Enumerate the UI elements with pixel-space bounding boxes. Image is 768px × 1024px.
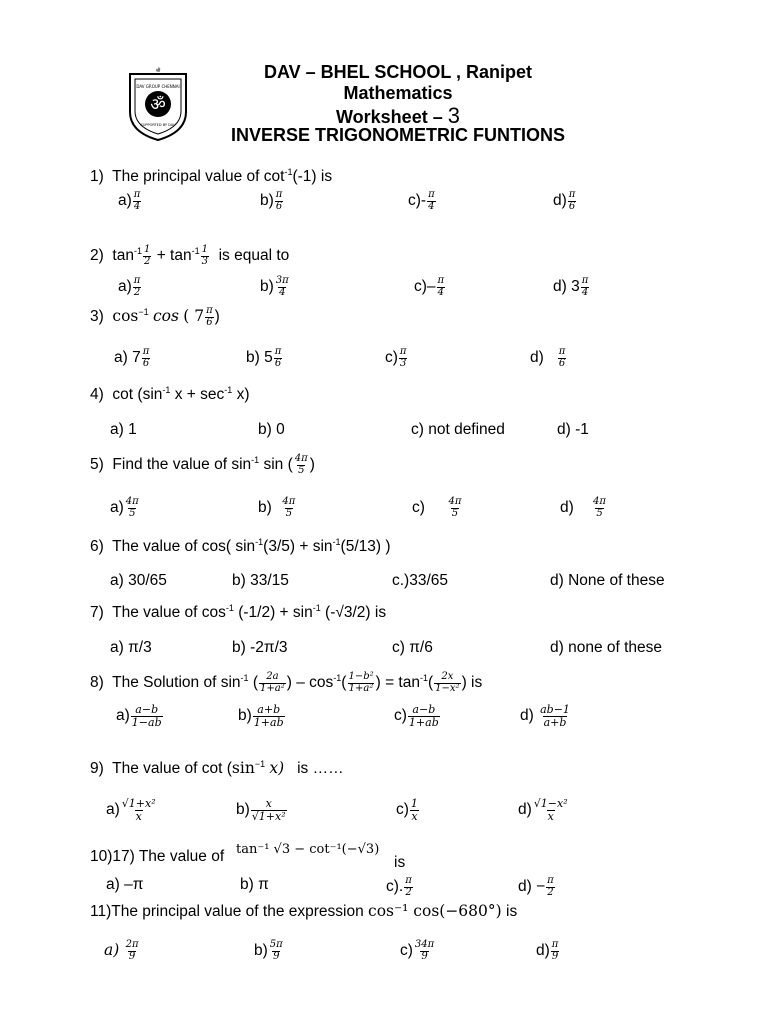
- q6-option-c: c.)33/65: [392, 572, 449, 589]
- q11-stem: 11)The principal value of the expression: [90, 903, 364, 920]
- q3-a-den: 6: [142, 357, 150, 369]
- q7-s3: (-√3/2) is: [325, 604, 387, 621]
- q8-a-den: 1−ab: [131, 715, 162, 729]
- q8-b-num: a+b: [257, 703, 281, 716]
- q2-c-label: c)–: [414, 278, 436, 296]
- q5-d-den: 5: [596, 507, 603, 519]
- q2-b-label: b): [260, 278, 274, 296]
- q5-d-label: d): [560, 499, 574, 517]
- q8-f1-num: 2a: [266, 671, 279, 682]
- q7-option-b: b) -2π/3: [232, 639, 288, 656]
- q1-d-den: 6: [568, 200, 576, 212]
- q1-option-c: [408, 190, 437, 212]
- q5-c-den: 5: [451, 507, 459, 519]
- q10-d-label: d) −: [518, 878, 546, 896]
- q5-frac-den: 5: [298, 464, 305, 476]
- q11-expression: cos⁻¹ cos(−680°): [368, 902, 502, 920]
- q5-option-a: [110, 497, 141, 519]
- q5-a-den: 5: [129, 507, 136, 519]
- q6-s3: (5/13) ): [340, 538, 391, 555]
- q3-d-label: d): [530, 349, 544, 367]
- q8-f2-den: 1+a²: [348, 682, 374, 694]
- q8-a-label: a): [116, 707, 130, 725]
- q5-close: ): [309, 456, 315, 474]
- q4-option-c: c) not defined: [411, 421, 505, 438]
- q5-option-c: [412, 497, 463, 519]
- q11-option-d: [536, 940, 560, 962]
- q2-a-label: a): [118, 278, 132, 296]
- q6-option-d: d) None of these: [550, 572, 665, 589]
- q2-d-label: d) 3: [553, 278, 580, 296]
- q3-b-label: b) 5: [246, 349, 273, 367]
- q2-a-den: 2: [133, 286, 141, 298]
- logo-ring-text: DAV GROUP CHENNAI: [136, 84, 180, 89]
- q5-a-label: a): [110, 499, 124, 517]
- q5-frac-num: 4π: [294, 453, 308, 464]
- question-8: 8) The Solution of $\sin^{-1}$ ( $\frac{2a}{\text{1+a²}}$ ) – $\cos^{-1}$( $\frac{\text{1−b²}}{\text{1+a²}}$ ) = $\tan^{-1}$( $\frac{2x}{\text{1−x²}}$ ) is: [90, 671, 483, 694]
- q4-number: 4): [90, 386, 104, 403]
- q6-s2: (3/5) + sin: [263, 538, 333, 555]
- q1-b-label: b): [260, 192, 274, 210]
- q7-option-a: a) π/3: [110, 639, 152, 656]
- logo-top-text: श्री: [155, 68, 161, 74]
- q5-sup: -1: [251, 455, 260, 466]
- q4-option-a: a) 1: [110, 421, 137, 438]
- q2-tan1: tan: [112, 247, 134, 265]
- q10-option-d: [518, 876, 556, 898]
- subject-title: Mathematics: [343, 83, 453, 103]
- q9-c-label: c): [396, 801, 409, 819]
- q1-option-a: [118, 190, 142, 212]
- q3-open: ( 7: [183, 307, 205, 326]
- question-9: [90, 759, 344, 778]
- q1-d-num: π: [568, 189, 576, 200]
- q11-b-den: 9: [273, 950, 280, 962]
- q11-a-den: 9: [128, 950, 136, 962]
- q4-s2: x + sec: [174, 386, 225, 403]
- q9-b-num: x: [265, 797, 272, 810]
- q2-d-num: π: [581, 275, 589, 286]
- question-7: [90, 603, 386, 622]
- q2-c-num: π: [437, 275, 445, 286]
- q1-option-d: [553, 190, 577, 212]
- q1-b-num: π: [275, 189, 283, 200]
- q7-s2: (-1/2) + sin: [238, 604, 313, 621]
- q11-d-den: 9: [551, 950, 559, 962]
- q7-sup2: -1: [312, 603, 321, 613]
- q11-a-num: 2π: [125, 939, 139, 950]
- q1-option-b: [260, 190, 284, 212]
- q10-c-label: c).: [386, 878, 404, 896]
- q7-option-c: c) π/6: [392, 639, 433, 656]
- q8-option-a: [116, 704, 164, 728]
- q6-option-a: a) 30/65: [110, 572, 167, 589]
- q9-sup: −1: [254, 759, 266, 769]
- q1-sup: -1: [284, 167, 293, 177]
- q6-number: 6): [90, 538, 104, 555]
- q2-a-num: π: [133, 275, 141, 286]
- q1-tail: (-1) is: [292, 168, 333, 185]
- q8-f1-den: 1+a²: [260, 682, 285, 694]
- q3-cos: cos: [112, 307, 139, 326]
- worksheet-label: Worksheet –: [336, 107, 443, 127]
- q5-b-num: 4π: [282, 496, 296, 507]
- q9-x: x): [269, 759, 285, 777]
- q3-c-den: 3: [400, 357, 407, 369]
- question-3: [90, 306, 220, 328]
- q11-d-label: d): [536, 942, 550, 960]
- school-name: DAV – BHEL SCHOOL , Ranipet: [263, 62, 533, 82]
- q5-d-num: 4π: [593, 496, 606, 507]
- q3-b-num: π: [274, 346, 282, 357]
- q5-stem: Find the value of sin: [112, 456, 252, 474]
- q2-half-den: 2: [144, 255, 151, 267]
- q7-sup1: -1: [225, 603, 234, 613]
- q8-option-c: [394, 704, 441, 728]
- q9-a-num: √1+x²: [121, 797, 156, 810]
- q10-tail: is: [394, 854, 406, 871]
- q8-b-label: b): [238, 707, 252, 725]
- question-2: [90, 245, 289, 267]
- q8-f3-num: 2x: [441, 671, 454, 682]
- q9-a-label: a): [106, 801, 120, 819]
- q8-s2: – cos: [296, 674, 334, 692]
- q1-stem: The principal value of cot: [112, 168, 285, 185]
- q8-d-den: a+b: [543, 715, 567, 729]
- q10-option-a: a) –π: [106, 876, 144, 893]
- q6-option-b: b) 33/15: [232, 572, 289, 589]
- q5-option-b: [258, 497, 297, 519]
- q9-c-num: 1: [410, 797, 418, 810]
- q6-sup2: -1: [332, 537, 341, 547]
- q9-d-num: √1−x²: [533, 797, 568, 810]
- q3-c-label: c): [385, 349, 398, 367]
- q3-option-b: [246, 347, 283, 369]
- q2-tan2: + tan: [156, 247, 192, 265]
- q5-a-num: 4π: [125, 496, 139, 507]
- q2-third-num: 1: [201, 244, 208, 255]
- q9-number: 9): [90, 760, 104, 777]
- q4-sup1: -1: [162, 385, 171, 395]
- q2-number: 2): [90, 247, 104, 265]
- q3-b-den: 6: [274, 357, 282, 369]
- q1-c-num: π: [428, 189, 435, 200]
- q8-s4: is: [471, 674, 483, 692]
- q7-s1: The value of cos: [112, 604, 226, 621]
- q11-option-c: [400, 940, 436, 962]
- q4-sup2: -1: [224, 385, 233, 395]
- q3-frac-den: 6: [206, 316, 213, 328]
- q8-sup2: -1: [333, 673, 342, 684]
- q2-d-den: 4: [581, 286, 589, 298]
- q10-c-num: π: [405, 875, 412, 886]
- worksheet-number: 3: [447, 103, 460, 128]
- q2-c-den: 4: [437, 286, 445, 298]
- q9-option-d: [518, 798, 570, 822]
- q10-c-den: 2: [405, 886, 412, 898]
- q5-b-label: b): [258, 499, 272, 517]
- q8-f2-num: 1−b²: [348, 671, 374, 682]
- q11-b-num: 5π: [269, 939, 283, 950]
- q8-s1: The Solution of sin: [112, 674, 241, 692]
- q8-c-label: c): [394, 707, 407, 725]
- q10-d-den: 2: [547, 886, 554, 898]
- q4-s3: x): [236, 386, 250, 403]
- q4-option-d: d) -1: [557, 421, 589, 438]
- q3-number: 3): [90, 308, 104, 326]
- q1-a-den: 4: [133, 200, 141, 212]
- q9-option-b: [236, 798, 288, 822]
- q1-a-num: π: [133, 189, 141, 200]
- q8-d-label: d): [520, 707, 534, 725]
- q1-a-label: a): [118, 192, 132, 210]
- q2-option-a: [118, 276, 142, 298]
- q2-b-den: 4: [279, 286, 286, 298]
- q1-c-den: 4: [428, 200, 435, 212]
- q11-tail: is: [506, 903, 518, 920]
- q8-option-d: [520, 704, 572, 728]
- q2-third-den: 3: [201, 255, 208, 267]
- om-symbol: ॐ: [150, 95, 166, 115]
- q10-d-num: π: [547, 875, 554, 886]
- q1-c-label: c)-: [408, 192, 427, 210]
- q1-number: 1): [90, 168, 104, 185]
- q9-sin: sin: [231, 759, 255, 777]
- q5-c-label: c): [412, 499, 425, 517]
- q3-close: ): [214, 308, 220, 326]
- q7-option-d: d) none of these: [550, 639, 663, 656]
- q3-a-num: π: [142, 346, 150, 357]
- q10-stem: 10)17) The value of: [90, 848, 225, 865]
- q8-c-num: a−b: [412, 703, 436, 716]
- q6-s1: The value of cos( sin: [112, 538, 256, 555]
- q3-cos2: cos: [152, 307, 179, 326]
- q3-sup: −1: [138, 307, 149, 318]
- q2-sup2: -1: [191, 246, 200, 257]
- q1-b-den: 6: [275, 200, 283, 212]
- q9-a-den: x: [135, 809, 142, 823]
- topic-title: INVERSE TRIGONOMETRIC FUNTIONS: [230, 125, 565, 145]
- q11-c-den: 9: [421, 950, 428, 962]
- q8-f3-den: 1−x²: [435, 682, 460, 694]
- q11-option-b: [254, 940, 285, 962]
- q9-b-den: √1+x²: [251, 809, 286, 823]
- q11-b-label: b): [254, 942, 268, 960]
- q8-c-den: 1+ab: [408, 715, 439, 729]
- q3-option-c: [385, 347, 409, 369]
- q3-frac-num: π: [206, 305, 213, 316]
- question-11: [90, 902, 517, 921]
- q4-s1: cot (sin: [112, 386, 163, 403]
- q5-b-den: 5: [285, 507, 293, 519]
- q9-s1: The value of cot (: [112, 760, 232, 777]
- q8-number: 8): [90, 674, 104, 692]
- question-4: [90, 385, 250, 404]
- q2-option-c: [414, 276, 446, 298]
- q8-d-num: ab−1: [540, 703, 570, 716]
- q3-d-num: π: [558, 346, 566, 357]
- q10-expression: tan⁻¹ √3 − cot⁻¹(−√3): [236, 842, 380, 857]
- q11-c-label: c): [400, 942, 413, 960]
- q9-d-den: x: [547, 809, 554, 823]
- q2-b-num: 3π: [275, 275, 289, 286]
- q10-option-b: b) π: [240, 876, 269, 893]
- q9-tail: is ……: [297, 760, 344, 777]
- q5-option-d: [560, 497, 608, 519]
- q9-b-label: b): [236, 801, 250, 819]
- q11-option-a: [104, 940, 141, 962]
- q8-a-num: a−b: [135, 703, 159, 716]
- q5-tail: sin (: [263, 456, 293, 474]
- q8-option-b: [238, 704, 286, 728]
- q7-number: 7): [90, 604, 104, 621]
- q3-d-den: 6: [558, 357, 566, 369]
- q8-s3: = tan: [385, 674, 420, 692]
- q3-option-a: [114, 347, 151, 369]
- q2-tail: is equal to: [218, 247, 290, 265]
- q9-option-a: [106, 798, 158, 822]
- q3-c-num: π: [399, 346, 407, 357]
- question-5: [90, 454, 315, 476]
- q9-d-label: d): [518, 801, 532, 819]
- q11-a-label: a): [104, 941, 120, 960]
- q11-d-num: π: [551, 939, 559, 950]
- q2-sup1: -1: [133, 246, 142, 257]
- q8-sup3: -1: [419, 673, 428, 684]
- q5-c-num: 4π: [448, 496, 462, 507]
- q2-half-num: 1: [144, 244, 151, 255]
- q11-c-num: 34π: [414, 939, 435, 950]
- q9-option-c: [396, 798, 420, 822]
- question-6: [90, 537, 391, 556]
- q4-option-b: b) 0: [258, 421, 285, 438]
- logo-bottom-text: SUPPORTED BY DAV: [140, 123, 176, 127]
- q10-option-c: [386, 876, 414, 898]
- q6-sup1: -1: [255, 537, 264, 547]
- q8-b-den: 1+ab: [253, 715, 284, 729]
- q8-sup1: -1: [240, 673, 249, 684]
- q5-number: 5): [90, 456, 104, 474]
- q2-option-b: [260, 276, 291, 298]
- question-1: [90, 167, 332, 186]
- q9-c-den: x: [411, 809, 418, 823]
- q3-option-d: [530, 347, 567, 369]
- q1-d-label: d): [553, 192, 567, 210]
- q3-a-label: a) 7: [114, 349, 141, 367]
- q2-option-d: [553, 276, 590, 298]
